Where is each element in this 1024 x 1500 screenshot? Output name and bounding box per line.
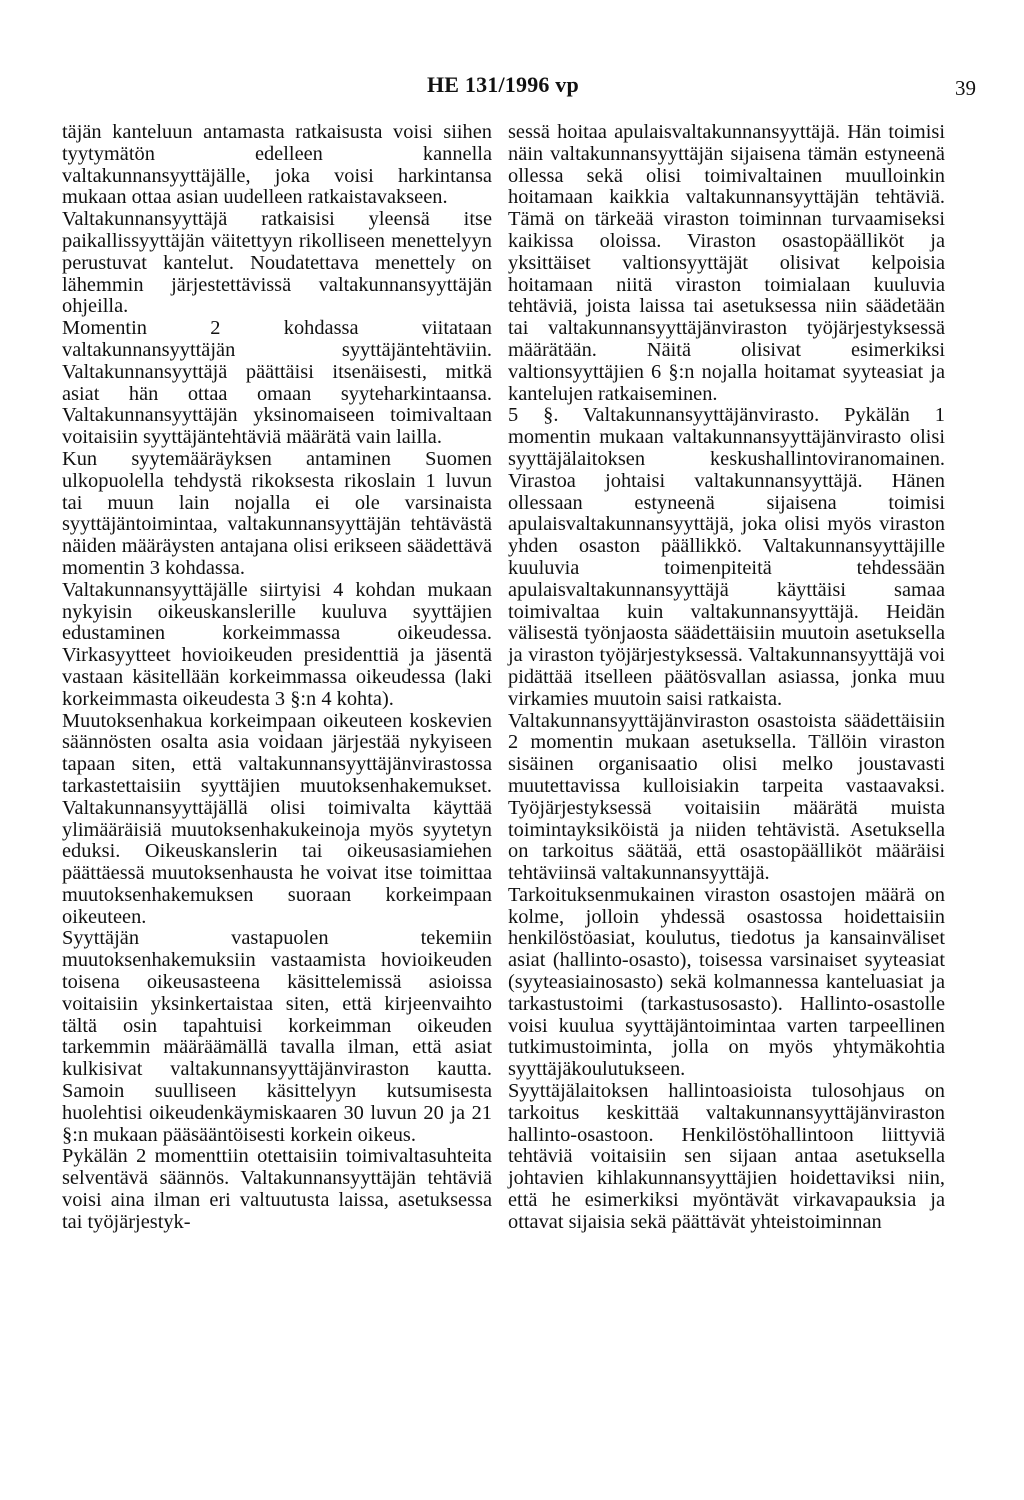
paragraph: Momentin 2 kohdassa viitataan valtakunnansyyttäjän syyttäjäntehtäviin. Valtakunnansyyttäjä päättäisi itsenäisesti, mitkä asiat hän ottaa omaan syyteharkintaansa. Valtakunnansyyttäjän yksinomaiseen toimivaltaan voitaisiin syyttäjäntehtäviä määrätä vain laillа. [62,317,492,449]
paragraph: täjän kanteluun antamasta ratkaisusta voisi siihen tyytymätön edelleen kannella valtakunnansyyttäjälle, joka voisi harkintansa mukaan ottaa asian uudelleen ratkaistavakseen. [62,121,492,209]
right-text-column [508,122,945,1234]
paragraph: Muutoksenhakua korkeimpaan oikeuteen koskevien säännösten osalta asia voidaan järjestää nykyiseen tapaan siten, että valtakunnansyyttäjänvirastossa tarkastettaisiin syyttäjien muutoksenhakemukset. Valtakunnansyyttäjällä olisi toimivalta käyttää ylimääräisiä muutoksenhakukeinoja myös syytetyn eduksi. Oikeuskanslerin tai oikeusasiamiehen päättäessä muutoksenhausta he voivat itse toimittaa muutoksenhakemuksen suoraan korkeimpaan oikeuteen. [62,709,492,928]
paragraph: sessä hoitaa apulaisvaltakunnansyyttäjä. Hän toimisi näin valtakunnansyyttäjän sijaisena tämän estyneenä ollessa sekä olisi toimivaltainen muulloinkin hoitamaan kaikkia valtakunnansyyttäjän tehtäviä. Tämä on tärkeää viraston toiminnan turvaamiseksi kaikissa oloissa. Viraston osastopäälliköt ja yksittäiset valtionsyyttäjät olisivat kelpoisia hoitamaan niitä viraston toimialaan kuuluvia tehtäviä, joista laissa tai asetuksessa niin säädetään tai valtakunnansyyttäjänviraston työjärjestyksessä määrätään. Näitä olisivat esimerkiksi valtionsyyttäjien 6 §:n nojalla hoitamat syyteasiat ja kantelujen ratkaiseminen. [508,121,945,405]
paragraph: Kun syytemääräyksen antaminen Suomen ulkopuolella tehdystä rikoksesta rikoslain 1 luvun tai muun lain nojalla ei ole varsinaista syyttäjäntoimintaa, valtakunnansyyttäjän tehtävästä näiden määräysten antajana olisi erikseen säädettävä momentin 3 kohdassa. [62,447,492,579]
paragraph: 5 §. Valtakunnansyyttäjänvirasto. Pykälän 1 momentin mukaan valtakunnansyyttäjänvirasto olisi syyttäjälaitoksen keskushallintoviranomainen. Virastoa johtaisi valtakunnansyyttäjä. Hänen ollessaan estyneenä sijaisena toimisi apulaisvaltakunnansyyttäjä, joka olisi myös viraston yhden osaston päällikkö. Valtakunnansyyttäjille kuuluvia toimenpiteitä tehdessään apulaisvaltakunnansyyttäjä käyttäisi samaa toimivaltaa kuin valtakunnansyyttäjä. Heidän välisestä työnjaosta säädettäisiin muutoin asetuksella ja viraston työjärjestyksessä. Valtakunnansyyttäjä voi pidättää itselleen päätösvallan asiassa, jonka muu virkamies muutoin saisi ratkaista. [508,404,945,710]
paragraph: Syyttäjälaitoksen hallintoasioista tulosohjaus on tarkoitus keskittää valtakunnansyyttäjänviraston hallinto-osastoon. Henkilöstöhallintoon liittyviä tehtäviä voitaisiin sen sijaan antaa asetuksella johtavien kihlakunnansyyttäjien hoidettaviksi niin, että he esimerkiksi myöntävät virkavapauksia ja ottavat sijaisia sekä päättävät yhteistoiminnan [508,1080,945,1233]
document-header-title: HE 131/1996 vp [427,72,579,97]
paragraph: Valtakunnansyyttäjälle siirtyisi 4 kohdan mukaan nykyisin oikeuskanslerille kuuluva syyttäjien edustaminen korkeimmassa oikeudessa. Virkasyytteet hovioikeuden presidenttiä ja jäsentä vastaan käsitellään korkeimmassa oikeudessa (laki korkeimmasta oikeudesta 3 §:n 4 kohta). [62,578,492,710]
paragraph: Tarkoituksenmukainen viraston osastojen määrä on kolme, jolloin yhdessä osastossa hoidettaisiin henkilöstöasiat, koulutus, tiedotus ja kansainväliset asiat (hallinto-osasto), toisessa varsinaiset syyteasiat (syyteasiainosasto) sekä kolmannessa kanteluasiat ja tarkastustoimi (tarkastusosasto). Hallinto-osastolle voisi kuulua syyttäjäntoimintaa varten tarpeellinen tutkimustoiminta, jolla on myös yhtymäkohtia syyttäjäkoulutukseen. [508,883,945,1081]
paragraph: Syyttäjän vastapuolen tekemiin muutoksenhakemuksiin vastaamista hovioikeuden toisena oikeusasteena käsittelemissä asioissa voitaisiin yksinkertaistaa siten, että kirjeenvaihto tältä osin tapahtuisi korkeimman oikeuden tarkemmin määräämällä tavalla ilman, että asiat kulkisivat valtakunnansyyttäjänviraston kautta. Samoin suulliseen käsittelyyn kutsumisesta huolehtisi oikeudenkäymiskaaren 30 luvun 20 ja 21 §:n mukaan pääsääntöisesti korkein oikeus. [62,927,492,1146]
left-text-column [62,122,492,1234]
paragraph: Valtakunnansyyttäjä ratkaisisi yleensä itse paikallissyyttäjän väitettyyn rikolliseen menettelyyn perustuvat kantelut. Noudatettava menettely on lähemmin järjestettävissä valtakunnansyyttäjän ohjeilla. [62,208,492,318]
page-number: 39 [955,76,976,100]
paragraph: Pykälän 2 momenttiin otettaisiin toimivaltasuhteita selventävä säännös. Valtakunnansyyttäjän tehtäviä voisi aina ilman eri valtuutusta laissa, asetuksessa tai työjärjestyk- [62,1145,492,1233]
paragraph: Valtakunnansyyttäjänviraston osastoista säädettäisiin 2 momentin mukaan asetuksella. Tällöin viraston sisäinen organisaatio olisi melko joustavasti muutettavissa kulloisiakin tarpeita vastaavaksi. Työjärjestyksessä voitaisiin määrätä muista toimintayksiköistä ja niiden tehtävistä. Asetuksella on tarkoitus säätää, että osastopäälliköt määräisi tehtäviinsä valtakunnansyyttäjä. [508,709,945,885]
